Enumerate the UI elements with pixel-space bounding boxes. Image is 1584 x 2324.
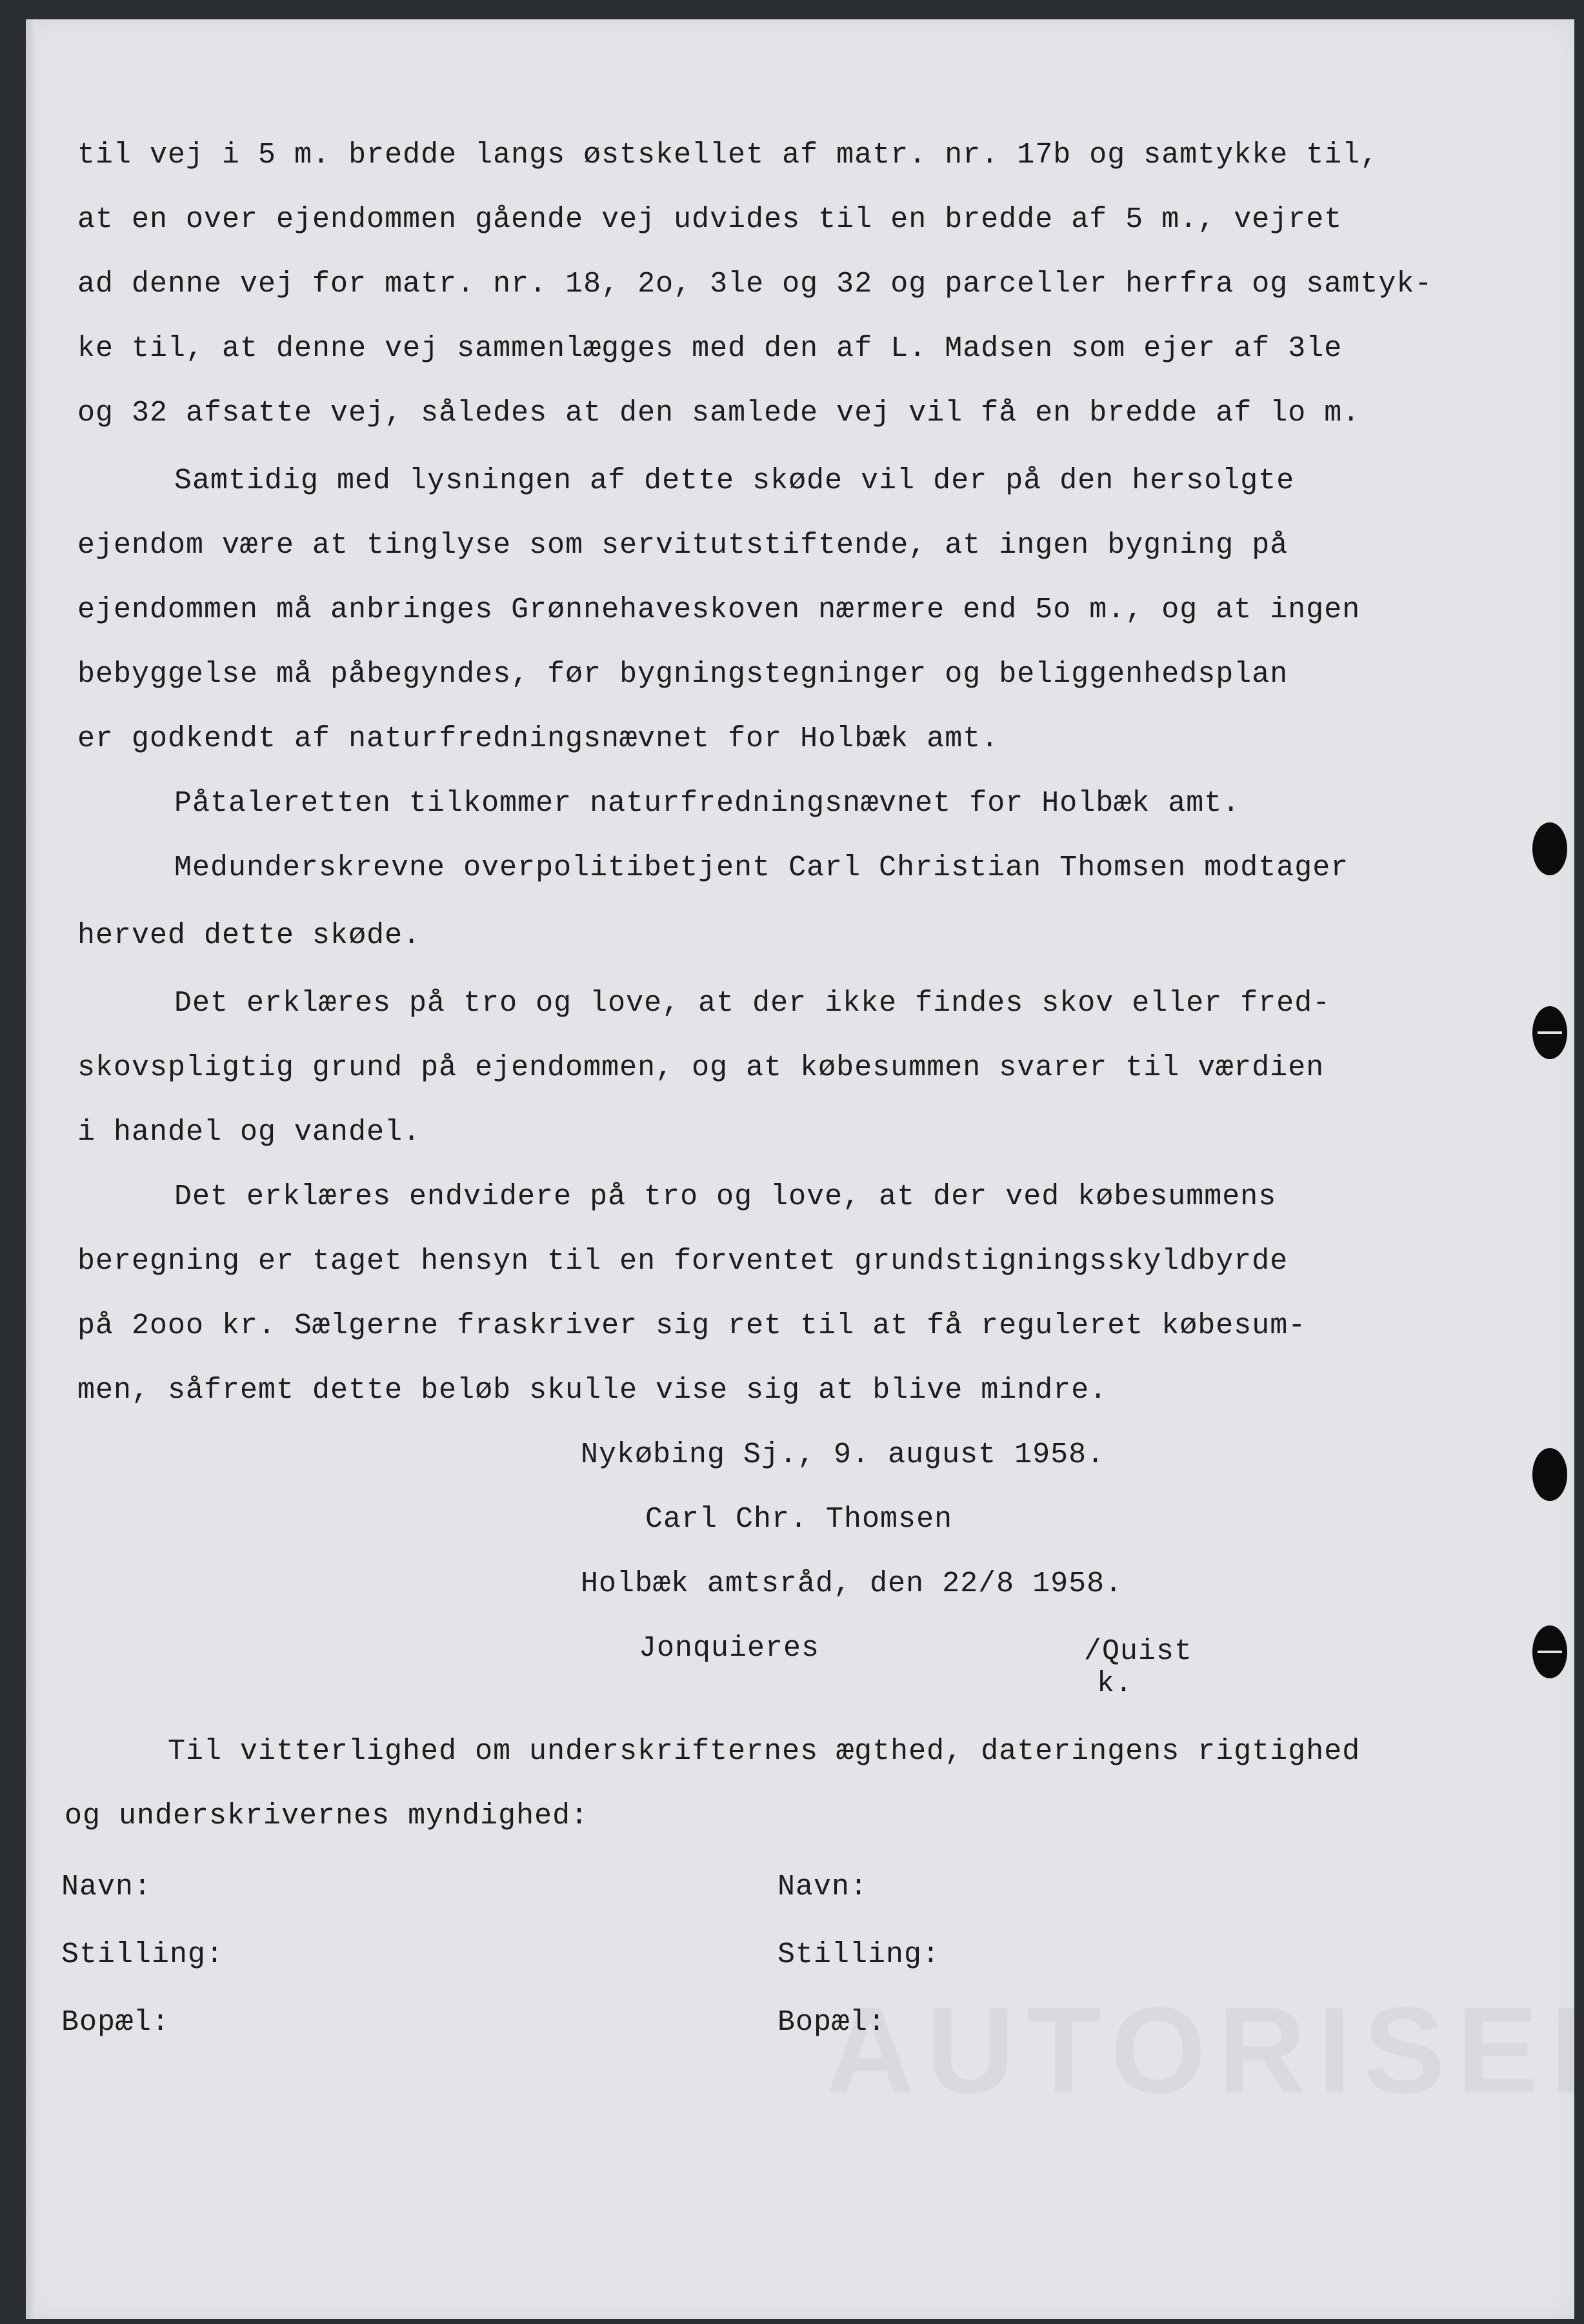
text-line-18: beregning er taget hensyn til en forventet grundstigningsskyldbyrde [77,1245,1288,1278]
text-line-12: Medunderskrevne overpolitibetjent Carl Christian Thomsen modtager [174,851,1349,884]
signer-name: Carl Chr. Thomsen [645,1503,953,1536]
text-line-13: herved dette skøde. [77,919,421,952]
text-line-14: Det erklæres på tro og love, at der ikke findes skov eller fred- [174,987,1331,1020]
text-line-8: ejendommen må anbringes Grønnehaveskoven nærmere end 5o m., og at ingen [77,593,1361,626]
field-position-left: Stilling: [61,1938,225,1971]
place-date: Nykøbing Sj., 9. august 1958. [581,1438,1105,1471]
text-line-1: til vej i 5 m. bredde langs østskellet af matr. nr. 17b og samtykke til, [77,139,1379,172]
signature-left: Jonquieres [639,1632,820,1665]
text-line-4: ke til, at denne vej sammenlægges med den af L. Madsen som ejer af 3le [77,332,1343,365]
field-residence-left: Bopæl: [61,2006,170,2039]
text-line-9: bebyggelse må påbegyndes, før bygningstegninger og beliggenhedsplan [77,658,1288,691]
punch-hole [1532,1448,1567,1501]
page-edge [26,19,37,2319]
text-line-15: skovspligtig grund på ejendommen, og at købesummen svarer til værdien [77,1051,1325,1084]
text-line-6: Samtidig med lysningen af dette skøde vil der på den hersolgte [174,464,1295,497]
witness-line-1: Til vitterlighed om underskrifternes ægthed, dateringens rigtighed [168,1735,1361,1768]
field-name-left: Navn: [61,1871,152,1903]
field-position-right: Stilling: [777,1938,941,1971]
text-line-20: men, såfremt dette beløb skulle vise sig at blive mindre. [77,1374,1108,1407]
text-line-10: er godkendt af naturfredningsnævnet for Holbæk amt. [77,722,999,755]
text-line-5: og 32 afsatte vej, således at den samlede vej vil få en bredde af lo m. [77,397,1361,430]
punch-hole [1532,822,1567,875]
text-line-16: i handel og vandel. [77,1116,421,1149]
punch-hole [1532,1625,1567,1678]
field-name-right: Navn: [777,1871,868,1903]
text-line-2: at en over ejendommen gående vej udvides til en bredde af 5 m., vejret [77,203,1343,236]
text-line-3: ad denne vej for matr. nr. 18, 2o, 3le og 32 og parceller herfra og samtyk- [77,268,1433,301]
text-line-11: Påtaleretten tilkommer naturfredningsnævnet for Holbæk amt. [174,787,1241,820]
text-line-7: ejendom være at tinglyse som servitutstiftende, at ingen bygning på [77,529,1288,562]
punch-hole [1532,1006,1567,1059]
text-line-19: på 2ooo kr. Sælgerne fraskriver sig ret til at få reguleret købesum- [77,1309,1307,1342]
signature-right-suffix: k. [1097,1667,1134,1700]
text-line-17: Det erklæres endvidere på tro og love, at der ved købesummens [174,1180,1277,1213]
witness-line-2: og underskrivernes myndighed: [65,1800,589,1832]
document-page [26,19,1574,2319]
council-date: Holbæk amtsråd, den 22/8 1958. [581,1567,1123,1600]
bleed-through-stamp [826,1980,1584,2121]
field-residence-right: Bopæl: [777,2006,887,2039]
signature-right: /Quist [1084,1635,1193,1668]
